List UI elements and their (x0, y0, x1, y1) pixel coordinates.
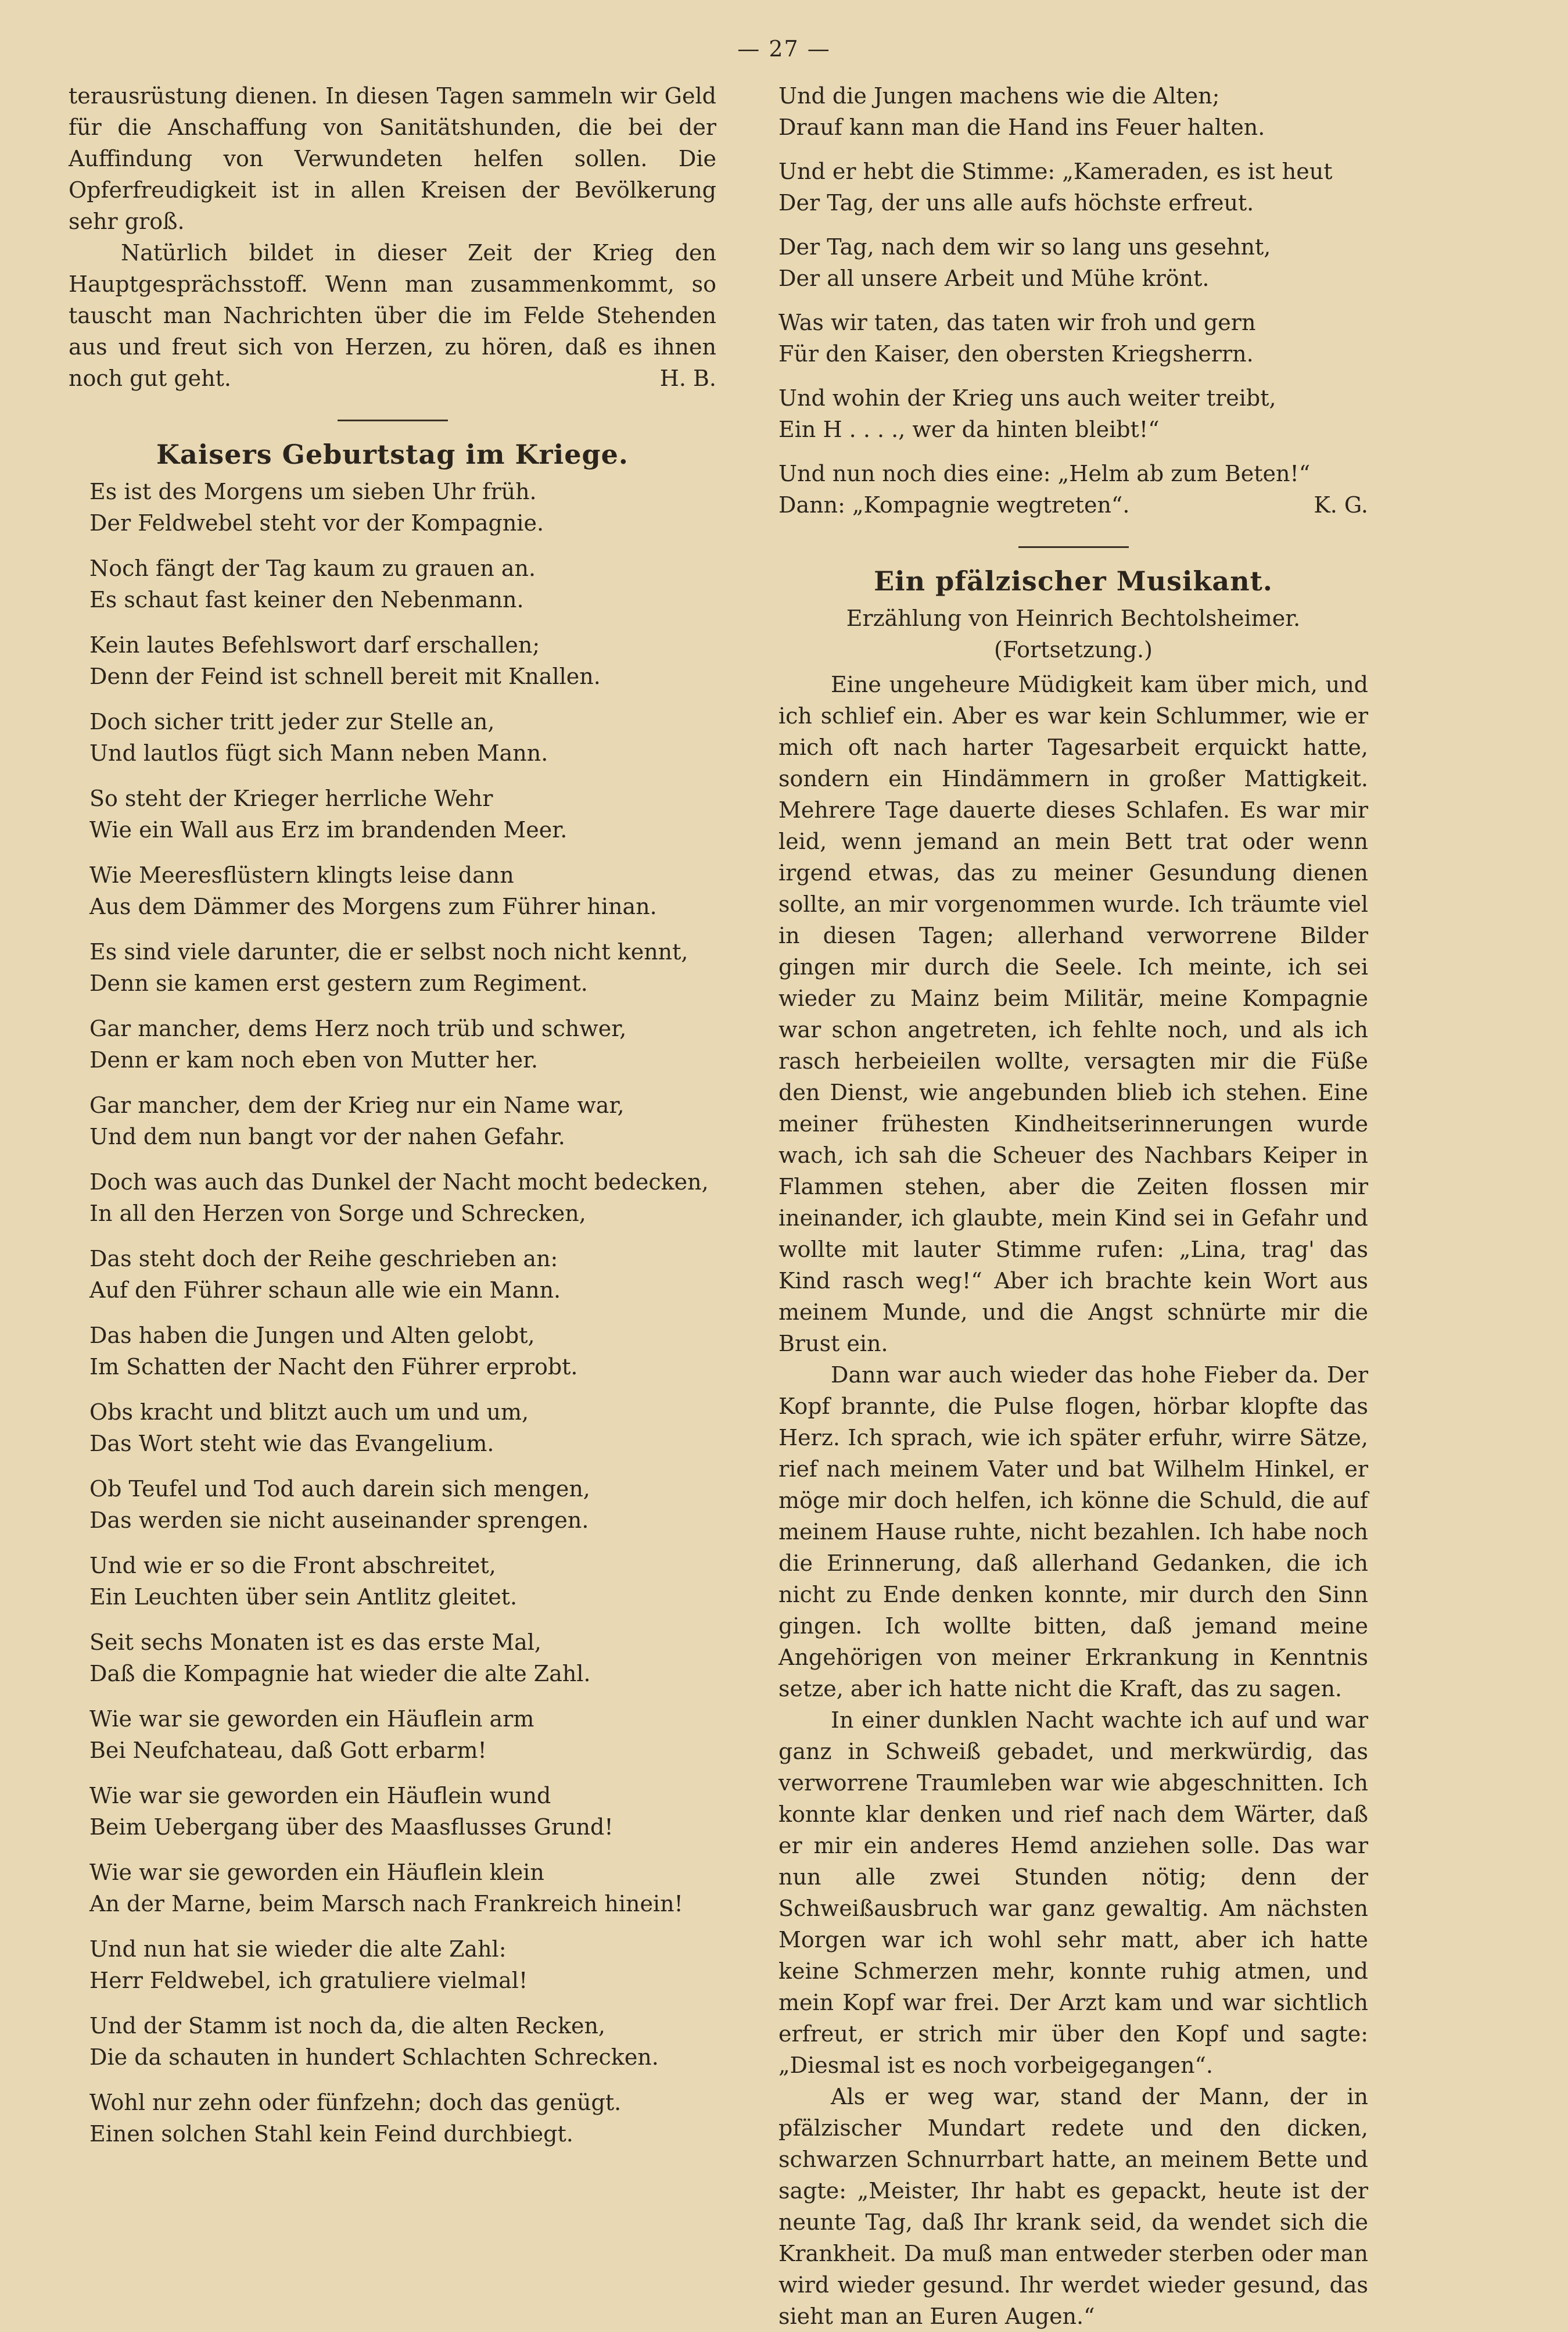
poem-stanza (89, 1703, 716, 1766)
poem-stanza (89, 1473, 716, 1536)
poem-line: Gar mancher, dem der Krieg nur ein Name war, (89, 1092, 625, 1118)
poem-stanza (89, 1013, 716, 1076)
poem-line: Aus dem Dämmer des Morgens zum Führer hinan. (89, 894, 657, 919)
story-paragraph: In einer dunklen Nacht wachte ich auf und war ganz in Schweiß gebadet, und merkwürdig, das verworrene Traumleben war wie abgeschnitten. Ich konnte klar denken und rief nach dem Wärter, daß er mir ein anderes Hemd anziehen solle. Das war nun alle zwei Stunden nötig; denn der Schweißausbruch war ganz gewaltig. Am nächsten Morgen war ich wohl sehr matt, aber ich hatte keine Schmerzen mehr, konnte ruhig atmen, und mein Kopf war frei. Der Arzt kam und war sichtlich erfreut, er strich mir über den Kopf und sagte: „Diesmal ist es noch vorbeigegangen“. (778, 1707, 1368, 2078)
poem-stanza (89, 476, 716, 539)
poem-stanza (778, 307, 1368, 370)
intro-paragraph (69, 237, 716, 394)
poem-title: Kaisers Geburtstag im Kriege. (156, 439, 629, 470)
poem-line: Noch fängt der Tag kaum zu grauen an. (89, 556, 536, 581)
poem-line: Es sind viele darunter, die er selbst noch nicht kennt, (89, 939, 688, 965)
poem-line: Wie ein Wall aus Erz im brandenden Meer. (89, 817, 568, 843)
poem-body (69, 476, 716, 2150)
right-column (778, 80, 1368, 2332)
poem-line: Herr Feldwebel, ich gratuliere vielmal! (89, 1968, 528, 1993)
poem-stanza (89, 1780, 716, 1843)
poem-line: Doch sicher tritt jeder zur Stelle an, (89, 709, 495, 735)
poem-line: Denn er kam noch eben von Mutter her. (89, 1047, 539, 1073)
poem-stanza (89, 1090, 716, 1152)
poem-stanza (778, 382, 1368, 445)
left-column (69, 80, 716, 2163)
poem-line: Denn der Feind ist schnell bereit mit Knallen. (89, 664, 601, 689)
poem-line: Obs kracht und blitzt auch um und um, (89, 1399, 529, 1425)
poem-line: Der Feldwebel steht vor der Kompagnie. (89, 510, 544, 536)
poem-line: Denn sie kamen erst gestern zum Regiment. (89, 970, 588, 996)
poem-line: Wie war sie geworden ein Häuflein arm (89, 1706, 534, 1732)
poem-line: Einen solchen Stahl kein Feind durchbiegt. (89, 2121, 573, 2147)
poem-line: Und lautlos fügt sich Mann neben Mann. (89, 740, 548, 766)
poem-stanza (89, 706, 716, 769)
poem-stanza (89, 936, 716, 999)
poem-stanza (89, 1320, 716, 1382)
poem-line: Und die Jungen machens wie die Alten; (778, 83, 1220, 109)
poem-stanza (89, 1933, 716, 1996)
poem-stanza (89, 629, 716, 692)
poem-stanza (89, 2010, 716, 2073)
story-title: Ein pfälzischer Musikant. (874, 565, 1273, 597)
poem-line: Ein H . . . ., wer da hinten bleibt!“ (778, 417, 1160, 442)
story-paragraph: Dann war auch wieder das hohe Fieber da. Der Kopf brannte, die Pulse flogen, hörbar klopfte das Herz. Ich sprach, wie ich später erfuhr, wirre Sätze, rief nach meinem Vater und bat Wilhelm Hinkel, er möge mir doch helfen, ich könne die Schuld, die auf meinem Hause ruhte, nicht bezahlen. Ich habe noch die Erinnerung, daß allerhand Gedanken, die ich nicht zu Ende denken konnte, mir durch den Sinn gingen. Ich wollte bitten, daß jemand meine Angehörigen von meiner Erkrankung in Kenntnis setze, aber ich hatte nicht die Kraft, das zu sagen. (778, 1362, 1368, 1701)
poem-line: So steht der Krieger herrliche Wehr (89, 786, 493, 811)
poem-stanza (89, 1166, 716, 1229)
poem-continuation (778, 80, 1368, 445)
poem-line: Ob Teufel und Tod auch darein sich mengen, (89, 1476, 590, 1502)
story-paragraph: Eine ungeheure Müdigkeit kam über mich, und ich schlief ein. Aber es war kein Schlummer, wie er mich oft nach harter Tagesarbeit erquickt hatte, sondern ein Hindämmern in großer Mattigkeit. Mehrere Tage dauerte dieses Schlafen. Es war mir leid, wenn jemand an mein Bett trat oder wenn irgend etwas, das zu meiner Gesundung dienen sollte, an mir vorgenommen wurde. Ich träumte viel in diesen Tagen; allerhand verworrene Bilder gingen mir durch die Seele. Ich meinte, ich sei wieder zu Mainz beim Militär, meine Kompagnie war schon angetreten, ich fehlte noch, und als ich rasch herbeieilen wollte, versagten mir die Füße den Dienst, wie angebunden blieb ich stehen. Eine meiner frühesten Kindheitserinnerungen wurde wach, ich sah die Scheuer des Nachbars Keiper in Flammen stehen, aber die Zeiten flossen mir ineinander, ich glaubte, mein Kind sei in Gefahr und wollte mit lauter Stimme rufen: „Lina, trag' das Kind rasch weg!“ Aber ich brachte kein Wort aus meinem Munde, und die Angst schnürte mir die Brust ein. (778, 672, 1368, 1356)
intro-paragraph: terausrüstung dienen. In diesen Tagen sammeln wir Geld für die Anschaffung von Sanitätshunden, die bei der Auffindung von Verwundeten helfen sollen. Die Opferfreudigkeit ist in allen Kreisen der Bevölkerung sehr groß. (69, 83, 716, 234)
intro-paragraph-text: Natürlich bildet in dieser Zeit der Krieg den Hauptgesprächsstoff. Wenn man zusammenkommt, so tauscht man Nachrichten über die im Felde Stehenden aus und freut sich von Herzen, zu hören, daß es ihnen noch gut geht. (69, 240, 716, 391)
poem-line: Und dem nun bangt vor der nahen Gefahr. (89, 1124, 565, 1149)
poem-line: Doch was auch das Dunkel der Nacht mocht bedecken, (89, 1169, 709, 1195)
poem-line: Und der Stamm ist noch da, die alten Recken, (89, 2013, 606, 2039)
section-divider (338, 420, 448, 421)
section-divider (1018, 546, 1129, 548)
poem-line: Bei Neufchateau, daß Gott erbarm! (89, 1738, 487, 1763)
poem-line: Für den Kaiser, den obersten Kriegsherrn. (778, 341, 1254, 367)
poem-line: Wie war sie geworden ein Häuflein wund (89, 1783, 551, 1808)
poem-line: Und nun hat sie wieder die alte Zahl: (89, 1936, 507, 1962)
poem-stanza (89, 1243, 716, 1306)
poem-signature: K. G. (1314, 492, 1368, 518)
intro-text (69, 80, 716, 394)
poem-line: Auf den Führer schaun alle wie ein Mann. (89, 1277, 561, 1303)
page-number: — 27 — (737, 36, 831, 62)
poem-line: Wie Meeresflüstern klingts leise dann (89, 862, 514, 888)
poem-line: Der Tag, der uns alle aufs höchste erfreut. (778, 190, 1254, 216)
story-body (778, 669, 1368, 2332)
poem-line: Und wie er so die Front abschreitet, (89, 1553, 496, 1578)
poem-line: Und er hebt die Stimme: „Kameraden, es ist heut (778, 159, 1333, 184)
poem-line-final (778, 489, 1368, 521)
story-paragraph: Als er weg war, stand der Mann, der in pfälzischer Mundart redete und den dicken, schwarzen Schnurrbart hatte, an meinem Bette und sagte: „Meister, Ihr habt es gepackt, heute ist der neunte Tag, daß Ihr krank seid, da wendet sich die Krankheit. Da muß man entweder sterben oder man wird wieder gesund. Ihr werdet wieder gesund, das sieht man an Euren Augen.“ (778, 2084, 1368, 2329)
story-note: (Fortsetzung.) (994, 637, 1153, 662)
poem-stanza (89, 1627, 716, 1689)
poem-line: Im Schatten der Nacht den Führer erprobt. (89, 1354, 578, 1380)
poem-line: Das Wort steht wie das Evangelium. (89, 1431, 494, 1456)
poem-line: An der Marne, beim Marsch nach Frankreich hinein! (89, 1891, 683, 1917)
poem-stanza (89, 783, 716, 846)
poem-line: Wie war sie geworden ein Häuflein klein (89, 1860, 544, 1885)
poem-line: Das werden sie nicht auseinander sprengen. (89, 1507, 589, 1533)
poem-stanza (89, 1550, 716, 1613)
poem-stanza (778, 80, 1368, 143)
poem-line: Es schaut fast keiner den Nebenmann. (89, 587, 524, 612)
poem-line: Die da schauten in hundert Schlachten Schrecken. (89, 2044, 659, 2070)
poem-stanza (89, 1396, 716, 1459)
poem-line: Drauf kann man die Hand ins Feuer halten. (778, 114, 1265, 140)
poem-line: In all den Herzen von Sorge und Schrecken, (89, 1201, 586, 1226)
story-byline: Erzählung von Heinrich Bechtolsheimer. (846, 606, 1301, 631)
poem-stanza (778, 231, 1368, 294)
poem-line: Der all unsere Arbeit und Mühe krönt. (778, 266, 1210, 291)
poem-line: Seit sechs Monaten ist es das erste Mal, (89, 1629, 541, 1655)
poem-line: Das steht doch der Reihe geschrieben an: (89, 1246, 558, 1271)
poem-stanza (89, 1857, 716, 1919)
intro-signature: H. B. (659, 366, 716, 391)
poem-line: Es ist des Morgens um sieben Uhr früh. (89, 479, 537, 504)
poem-line: Dann: „Kompagnie wegtreten“. (778, 492, 1130, 518)
poem-line: Gar mancher, dems Herz noch trüb und schwer, (89, 1016, 627, 1041)
poem-stanza (89, 553, 716, 615)
poem-line: Und nun noch dies eine: „Helm ab zum Beten!“ (778, 461, 1311, 486)
poem-line: Der Tag, nach dem wir so lang uns gesehnt, (778, 234, 1271, 260)
poem-stanza-final (778, 458, 1368, 521)
poem-line: Kein lautes Befehlswort darf erschallen; (89, 632, 540, 658)
poem-line: Ein Leuchten über sein Antlitz gleitet. (89, 1584, 518, 1610)
poem-line: Und wohin der Krieg uns auch weiter treibt, (778, 385, 1276, 411)
poem-line: Was wir taten, das taten wir froh und gern (778, 310, 1256, 335)
poem-stanza (89, 859, 716, 922)
poem-stanza (778, 156, 1368, 218)
poem-line: Wohl nur zehn oder fünfzehn; doch das genügt. (89, 2090, 622, 2115)
poem-line: Das haben die Jungen und Alten gelobt, (89, 1323, 535, 1348)
poem-stanza (89, 2087, 716, 2150)
poem-line: Daß die Kompagnie hat wieder die alte Zahl. (89, 1661, 591, 1686)
poem-line: Beim Uebergang über des Maasflusses Grund! (89, 1814, 613, 1840)
